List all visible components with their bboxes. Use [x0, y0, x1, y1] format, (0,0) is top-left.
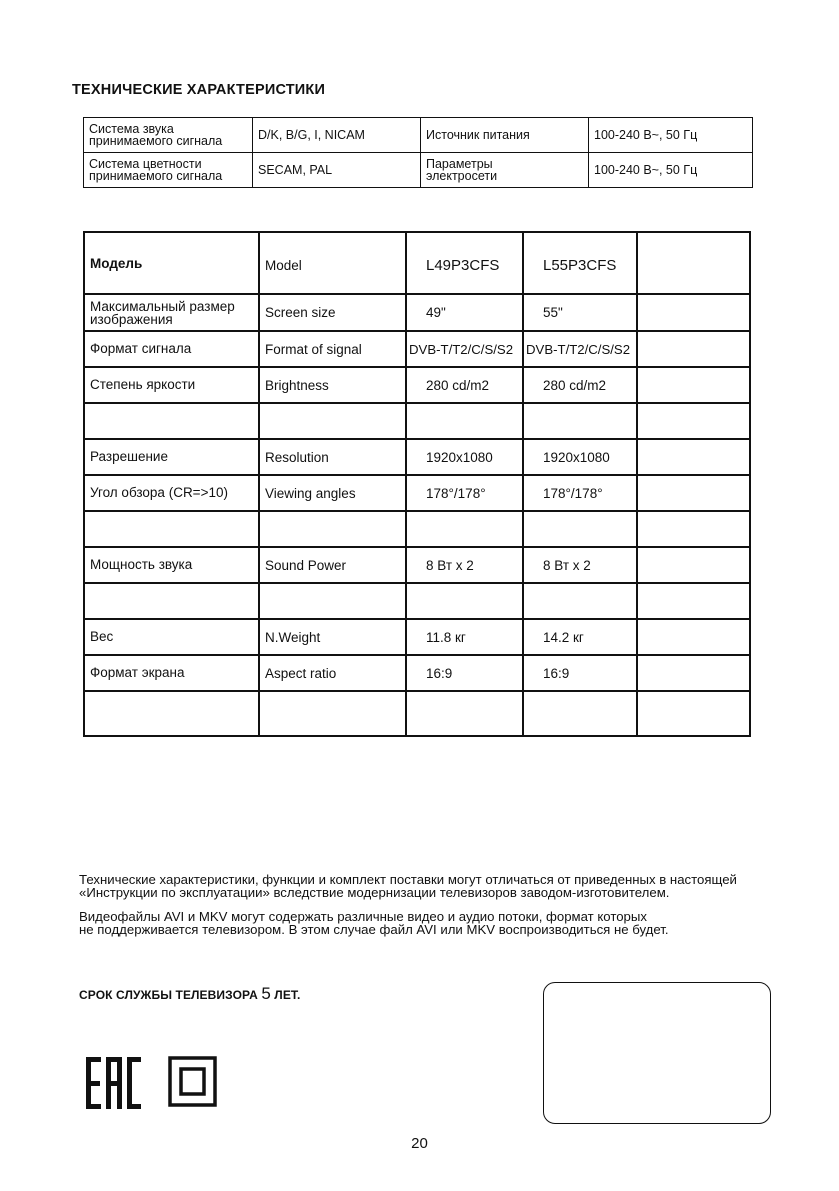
table-row: [84, 655, 750, 691]
table-cell: Система цветности принимаемого сигнала: [84, 153, 253, 188]
table-cell: 100-240 В~, 50 Гц: [589, 153, 753, 188]
page-number: 20: [411, 1135, 428, 1152]
spec-cell-ru-label: [84, 403, 259, 439]
spec-cell-en-label: Sound Power: [259, 547, 406, 583]
spec-cell-en-label: Screen size: [259, 294, 406, 331]
spec-cell-value-extra: [637, 403, 750, 439]
spec-cell-value-extra: [637, 232, 750, 294]
spec-cell-ru-label: Степень яркости: [84, 367, 259, 403]
spec-cell-value-extra: [637, 331, 750, 367]
table-row: [84, 619, 750, 655]
table-row: [84, 153, 753, 188]
table-row: [84, 511, 750, 547]
spec-cell-value-extra: [637, 619, 750, 655]
table-cell: Источник питания: [421, 118, 589, 153]
table-cell: Система звука принимаемого сигнала: [84, 118, 253, 153]
section-title: ТЕХНИЧЕСКИЕ ХАРАКТЕРИСТИКИ: [72, 82, 326, 98]
spec-cell-ru-label: Максимальный размер изображения: [84, 294, 259, 331]
spec-cell-en-label: Resolution: [259, 439, 406, 475]
spec-table: [83, 231, 751, 737]
spec-cell-value-l55: 178°/178°: [523, 475, 637, 511]
table-cell: Параметры электросети: [421, 153, 589, 188]
table-row: [84, 118, 753, 153]
spec-cell-value-l55: [523, 691, 637, 736]
eac-logo-icon: [86, 1055, 142, 1111]
table-row: [84, 331, 750, 367]
spec-cell-value-l49: [406, 691, 523, 736]
table-cell: SECAM, PAL: [253, 153, 421, 188]
note-paragraph-1: Технические характеристики, функции и комплект поставки могут отличаться от приведенных в настоящей «Инструкции по эксплуатации» вследствие модернизации телевизоров заводом-изготовителем.: [79, 872, 737, 900]
spec-cell-value-l55: 8 Вт x 2: [523, 547, 637, 583]
spec-cell-value-l55: 280 cd/m2: [523, 367, 637, 403]
stamp-box: [543, 982, 771, 1124]
spec-cell-value-l49: L49P3CFS: [406, 232, 523, 294]
spec-cell-value-l49: DVB-T/T2/C/S/S2: [406, 331, 523, 367]
spec-cell-ru-label: Вес: [84, 619, 259, 655]
spec-cell-en-label: Aspect ratio: [259, 655, 406, 691]
table-row: [84, 403, 750, 439]
spec-cell-value-extra: [637, 691, 750, 736]
spec-cell-value-extra: [637, 475, 750, 511]
spec-cell-value-l55: 55": [523, 294, 637, 331]
table-row: [84, 547, 750, 583]
spec-cell-ru-label: Формат экрана: [84, 655, 259, 691]
spec-cell-value-l49: 16:9: [406, 655, 523, 691]
spec-cell-value-l55: [523, 403, 637, 439]
spec-cell-en-label: [259, 403, 406, 439]
double-insulation-icon: [168, 1056, 218, 1108]
spec-cell-ru-label: [84, 691, 259, 736]
table-row: [84, 439, 750, 475]
spec-cell-ru-label: Угол обзора (CR=>10): [84, 475, 259, 511]
table-row: [84, 294, 750, 331]
spec-cell-en-label: [259, 583, 406, 619]
spec-cell-value-l49: [406, 511, 523, 547]
spec-cell-value-extra: [637, 547, 750, 583]
spec-cell-value-extra: [637, 583, 750, 619]
note-paragraph-2: Видеофайлы AVI и MKV могут содержать различные видео и аудио потоки, формат которых не поддерживается телевизором. В этом случае файл AVI или MKV воспроизводиться не будет.: [79, 909, 669, 937]
spec-cell-value-l55: 14.2 кг: [523, 619, 637, 655]
table-row: [84, 475, 750, 511]
spec-cell-value-l55: 1920x1080: [523, 439, 637, 475]
spec-cell-value-l49: 1920x1080: [406, 439, 523, 475]
spec-cell-en-label: [259, 691, 406, 736]
spec-cell-value-l49: 11.8 кг: [406, 619, 523, 655]
spec-cell-value-l49: 280 cd/m2: [406, 367, 523, 403]
spec-cell-en-label: Brightness: [259, 367, 406, 403]
spec-cell-value-l49: 49": [406, 294, 523, 331]
spec-cell-en-label: Model: [259, 232, 406, 294]
table-cell: 100-240 В~, 50 Гц: [589, 118, 753, 153]
spec-cell-value-l49: [406, 583, 523, 619]
spec-cell-en-label: Viewing angles: [259, 475, 406, 511]
spec-cell-value-extra: [637, 439, 750, 475]
spec-cell-ru-label: [84, 511, 259, 547]
spec-cell-ru-label: [84, 583, 259, 619]
service-life: СРОК СЛУЖБЫ ТЕЛЕВИЗОРА 5 ЛЕТ.: [79, 984, 301, 1003]
spec-cell-value-l49: 8 Вт x 2: [406, 547, 523, 583]
spec-cell-en-label: Format of signal: [259, 331, 406, 367]
spec-cell-value-extra: [637, 294, 750, 331]
spec-cell-ru-label: Формат сигнала: [84, 331, 259, 367]
spec-cell-ru-label: Модель: [84, 232, 259, 294]
spec-cell-value-l49: 178°/178°: [406, 475, 523, 511]
spec-cell-value-l55: L55P3CFS: [523, 232, 637, 294]
table-row: [84, 583, 750, 619]
spec-cell-value-l55: DVB-T/T2/C/S/S2: [523, 331, 637, 367]
spec-cell-en-label: [259, 511, 406, 547]
table-row: [84, 232, 750, 294]
spec-cell-value-extra: [637, 511, 750, 547]
spec-cell-value-l55: 16:9: [523, 655, 637, 691]
spec-cell-value-l49: [406, 403, 523, 439]
table-row: [84, 367, 750, 403]
spec-cell-value-extra: [637, 655, 750, 691]
spec-cell-value-extra: [637, 367, 750, 403]
power-table: [83, 117, 753, 188]
table-cell: D/K, B/G, I, NICAM: [253, 118, 421, 153]
spec-cell-ru-label: Разрешение: [84, 439, 259, 475]
table-row: [84, 691, 750, 736]
spec-cell-en-label: N.Weight: [259, 619, 406, 655]
spec-cell-value-l55: [523, 511, 637, 547]
spec-cell-ru-label: Мощность звука: [84, 547, 259, 583]
spec-cell-value-l55: [523, 583, 637, 619]
